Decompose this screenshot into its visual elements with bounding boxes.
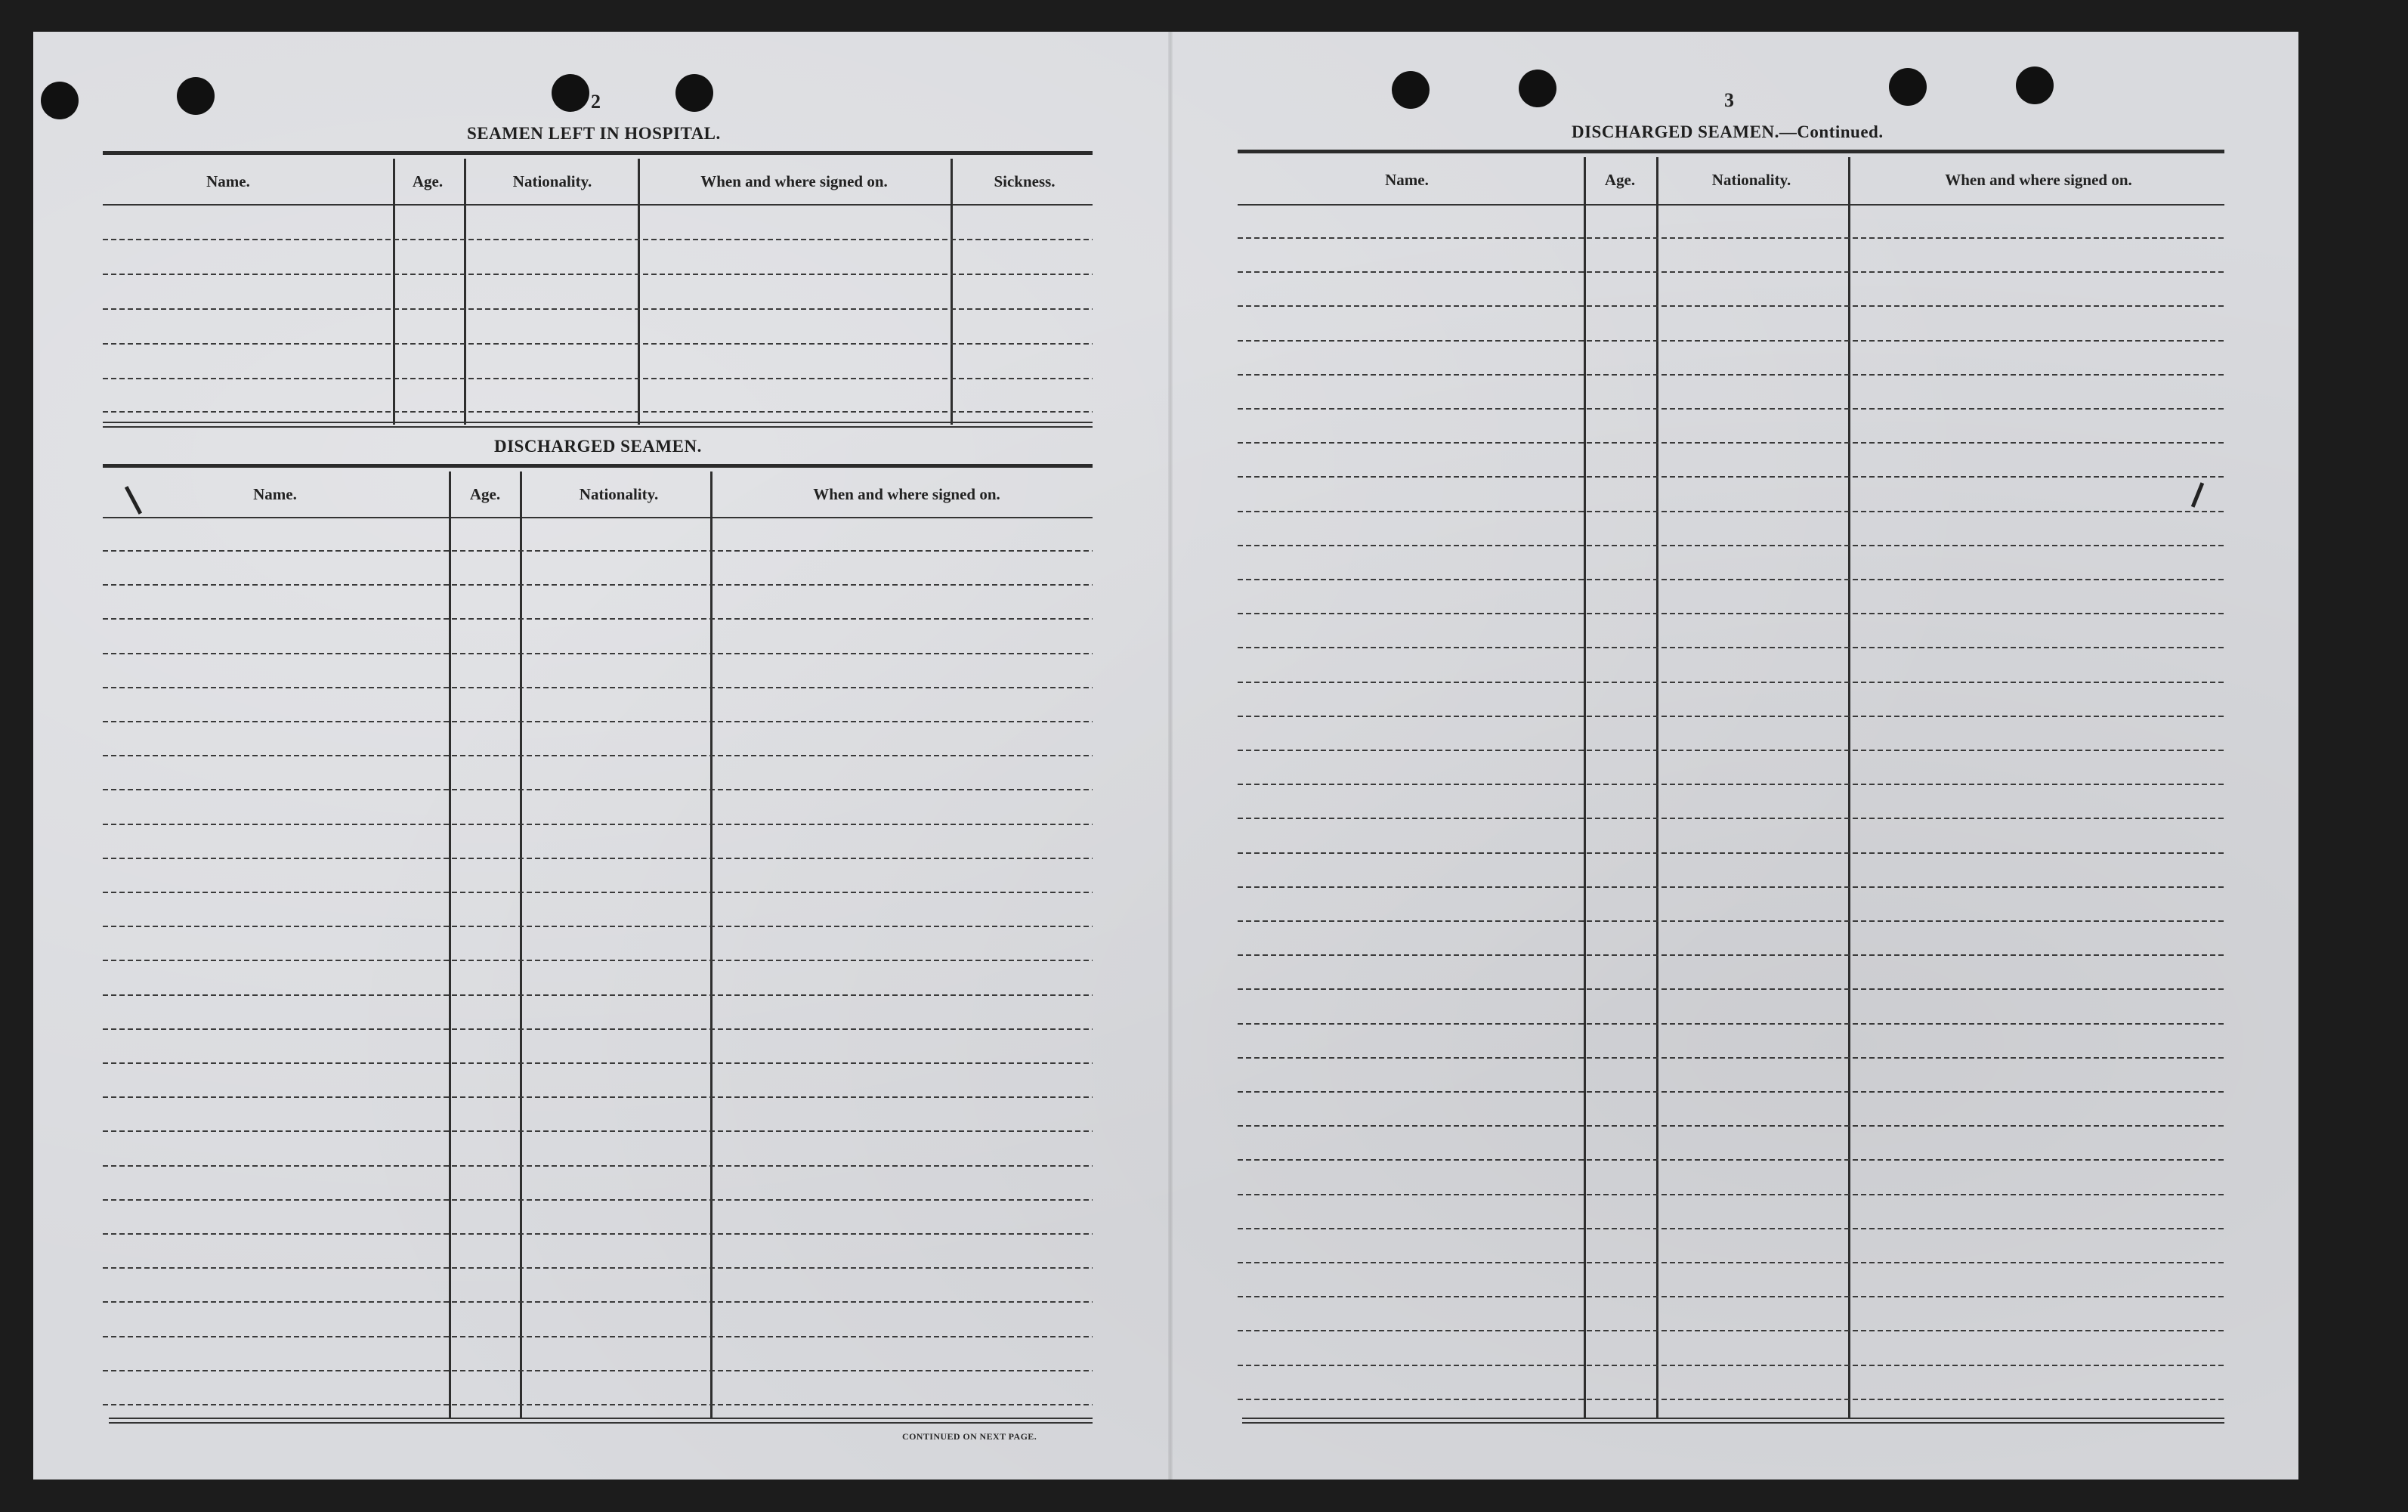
table-row-line [1238, 852, 2224, 854]
table-row-line [1238, 716, 2224, 717]
table-row-line [1238, 1228, 2224, 1229]
table-row-line [103, 926, 1093, 927]
hospital-col-divider [638, 159, 640, 425]
discharged-header-rule [103, 517, 1093, 518]
discharged-col-age: Age. [469, 485, 501, 503]
punch-hole [2016, 66, 2054, 104]
table-row-line [1238, 1330, 2224, 1331]
right-col-name: Name. [1385, 171, 1429, 189]
punch-hole [177, 77, 215, 115]
hospital-col-divider [464, 159, 466, 425]
table-row-line [1238, 1091, 2224, 1093]
right-col-nationality: Nationality. [1711, 171, 1791, 189]
table-row-line [1238, 545, 2224, 546]
table-row-line [103, 584, 1093, 586]
table-row-line [103, 1336, 1093, 1337]
table-row-line [103, 960, 1093, 961]
table-row-line [1238, 1296, 2224, 1297]
hospital-col-signed-on: When and where signed on. [700, 172, 888, 190]
hospital-col-name: Name. [206, 172, 250, 190]
table-row-line [1238, 886, 2224, 888]
punch-hole [1392, 71, 1430, 109]
discharged-bottom-rule [109, 1422, 1093, 1424]
table-row-line [1238, 647, 2224, 648]
table-row-line [1238, 1125, 2224, 1127]
discharged-col-name: Name. [253, 485, 297, 503]
right-bottom-rule [1242, 1418, 2224, 1419]
table-row-line [1238, 271, 2224, 273]
punch-hole [1889, 68, 1927, 106]
table-row-line [103, 618, 1093, 620]
table-row-line [103, 1233, 1093, 1235]
hospital-bottom-rule [103, 422, 1093, 423]
table-row-line [1238, 476, 2224, 478]
hospital-col-divider [393, 159, 395, 425]
table-row-line [103, 1028, 1093, 1030]
discharged-col-signed-on: When and where signed on. [813, 485, 1000, 503]
table-row-line [1238, 954, 2224, 956]
table-row-line [1238, 613, 2224, 614]
table-row-line [1238, 920, 2224, 922]
right-top-rule [1238, 150, 2224, 153]
table-row-line [1238, 408, 2224, 410]
table-row-line [1238, 579, 2224, 580]
hospital-section-title: SEAMEN LEFT IN HOSPITAL. [467, 124, 721, 143]
discharged-section-title: DISCHARGED SEAMEN. [494, 437, 702, 456]
hospital-row-line [103, 411, 1093, 413]
hospital-bottom-rule [103, 426, 1093, 428]
table-row-line [1238, 682, 2224, 683]
table-row-line [1238, 305, 2224, 307]
table-row-line [1238, 988, 2224, 990]
hospital-header-rule [103, 204, 1093, 206]
discharged-col-nationality: Nationality. [579, 485, 659, 503]
discharged-row-lines [103, 550, 1093, 1418]
table-row-line [103, 824, 1093, 825]
table-row-line [1238, 1399, 2224, 1400]
hospital-row-line [103, 343, 1093, 345]
hospital-col-divider [951, 159, 953, 425]
table-row-line [103, 721, 1093, 722]
table-row-line [103, 1301, 1093, 1303]
punch-hole [1519, 70, 1556, 107]
table-row-line [103, 1199, 1093, 1201]
document-sheet [33, 32, 2298, 1480]
table-row-line [103, 1267, 1093, 1269]
table-row-line [1238, 1262, 2224, 1263]
punch-hole [552, 74, 589, 112]
table-row-line [1238, 1159, 2224, 1161]
discharged-bottom-rule [109, 1418, 1093, 1419]
table-row-line [103, 653, 1093, 654]
tick-mark [125, 486, 142, 515]
table-row-line [103, 1370, 1093, 1371]
discharged-continued-title: DISCHARGED SEAMEN.—Continued. [1572, 122, 1884, 141]
punch-hole [41, 82, 79, 119]
table-row-line [103, 1165, 1093, 1167]
table-row-line [103, 755, 1093, 756]
table-row-line [1238, 237, 2224, 239]
table-row-line [1238, 818, 2224, 819]
discharged-top-rule [103, 464, 1093, 468]
punch-hole [675, 74, 713, 112]
table-row-line [103, 892, 1093, 893]
table-row-line [1238, 511, 2224, 512]
table-row-line [103, 1062, 1093, 1064]
right-row-lines [1238, 237, 2224, 1418]
right-header-rule [1238, 204, 2224, 206]
hospital-col-sickness: Sickness. [994, 172, 1056, 190]
hospital-row-line [103, 274, 1093, 275]
table-row-line [103, 1404, 1093, 1405]
table-row-line [103, 687, 1093, 688]
right-col-age: Age. [1604, 171, 1636, 189]
table-row-line [1238, 442, 2224, 444]
table-row-line [1238, 340, 2224, 342]
table-row-line [1238, 374, 2224, 376]
page-number-right: 3 [1724, 89, 1734, 111]
page-fold [1168, 32, 1173, 1480]
hospital-row-line [103, 378, 1093, 379]
right-col-signed-on: When and where signed on. [1945, 171, 2132, 189]
hospital-row-line [103, 308, 1093, 310]
table-row-line [1238, 750, 2224, 751]
page-number-left: 2 [591, 91, 601, 113]
table-row-line [103, 994, 1093, 996]
table-row-line [103, 1130, 1093, 1132]
table-row-line [1238, 1365, 2224, 1366]
table-row-line [103, 789, 1093, 790]
table-row-line [1238, 784, 2224, 785]
hospital-col-nationality: Nationality. [512, 172, 592, 190]
right-bottom-rule [1242, 1422, 2224, 1424]
table-row-line [103, 1096, 1093, 1098]
table-row-line [1238, 1057, 2224, 1059]
hospital-col-age: Age. [412, 172, 444, 190]
hospital-row-line [103, 239, 1093, 240]
table-row-line [103, 550, 1093, 552]
table-row-line [1238, 1023, 2224, 1025]
hospital-top-rule [103, 151, 1093, 155]
table-row-line [1238, 1194, 2224, 1195]
continued-footer: CONTINUED ON NEXT PAGE. [902, 1431, 1037, 1442]
table-row-line [103, 858, 1093, 859]
